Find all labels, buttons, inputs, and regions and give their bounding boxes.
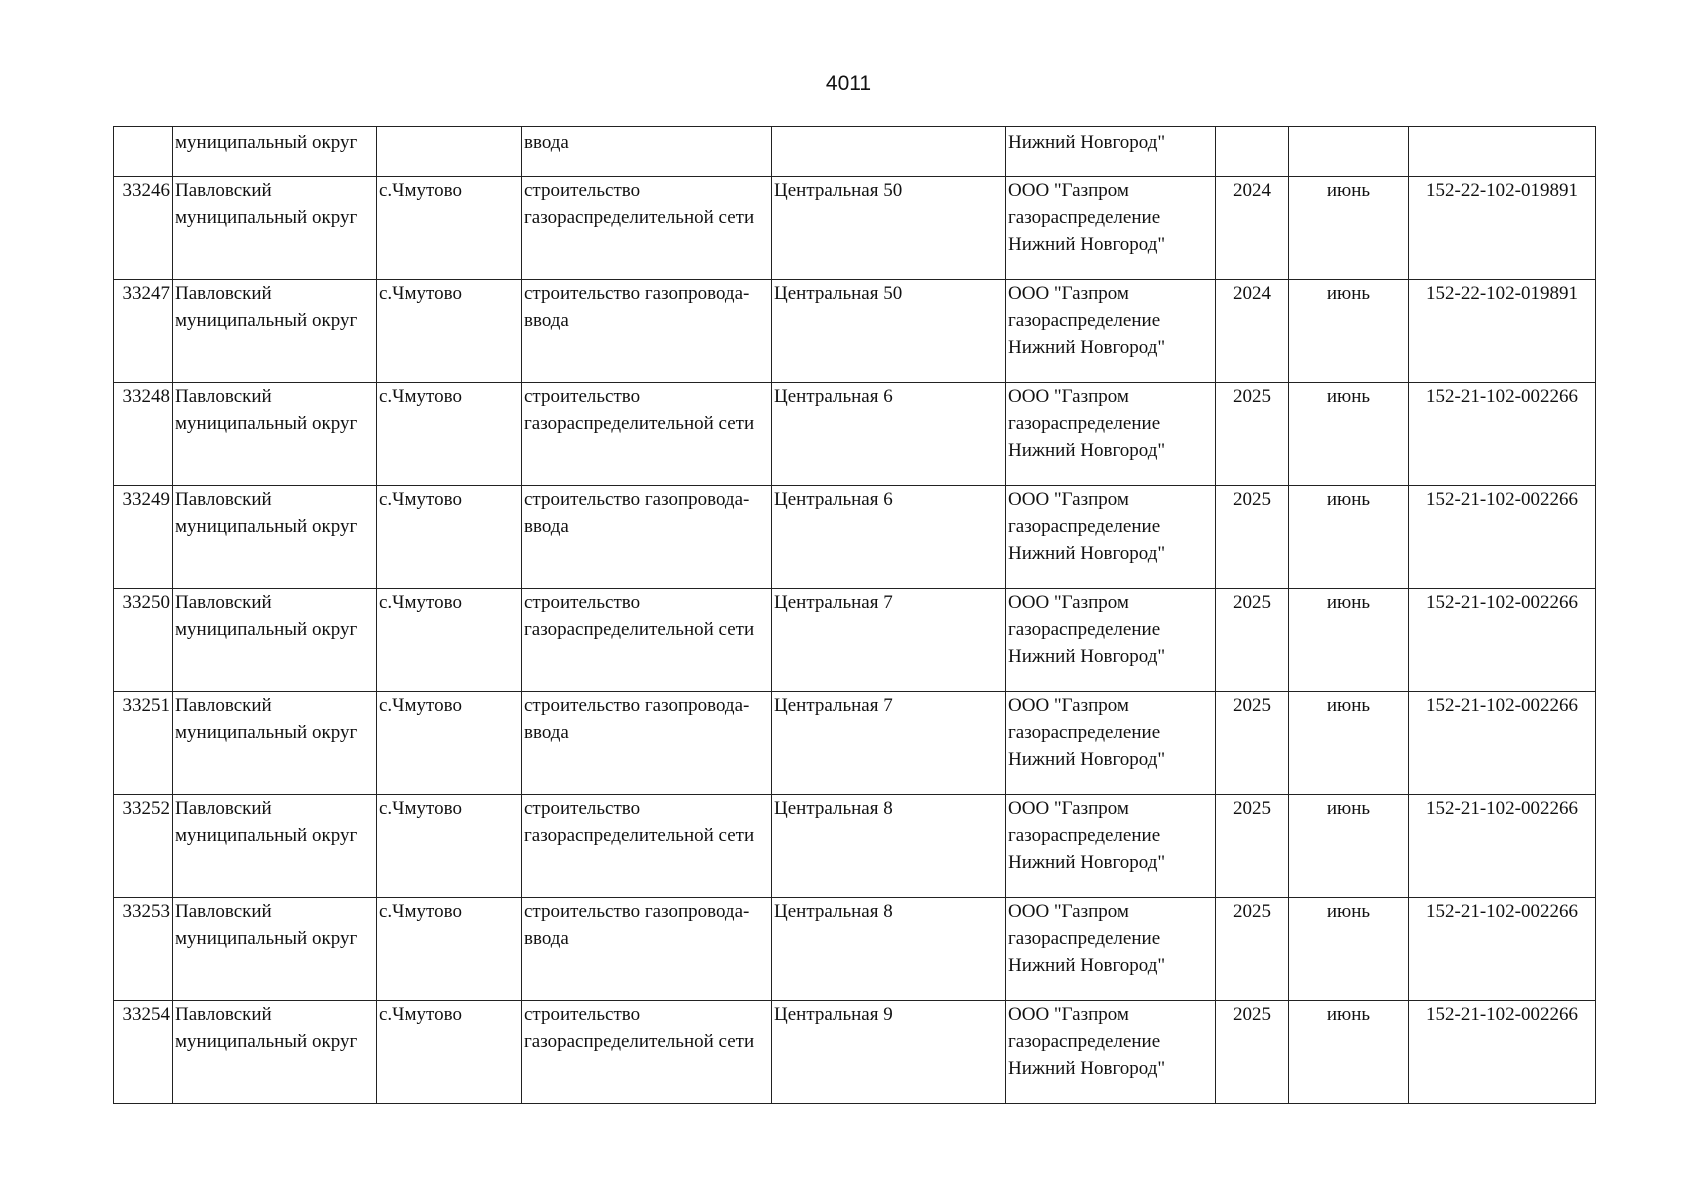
cell-place: с.Чмутово bbox=[377, 280, 522, 383]
cell-code: 152-21-102-002266 bbox=[1409, 589, 1596, 692]
cell-address: Центральная 8 bbox=[772, 898, 1006, 1001]
cell-month: июнь bbox=[1289, 795, 1409, 898]
cell-year: 2025 bbox=[1216, 898, 1289, 1001]
cell-work-type-line: строительство газопровода- bbox=[524, 283, 750, 304]
cell-month: июнь bbox=[1289, 177, 1409, 280]
cell-organization-line: газораспределение bbox=[1008, 207, 1161, 228]
cell-district-line: муниципальный округ bbox=[175, 619, 358, 640]
cell-organization-line: ООО "Газпром bbox=[1008, 489, 1129, 510]
cell-work-type bbox=[522, 692, 772, 795]
cell-district-line: муниципальный округ bbox=[175, 516, 358, 537]
cell-organization-line: ООО "Газпром bbox=[1008, 695, 1129, 716]
cell-organization-line: газораспределение bbox=[1008, 619, 1161, 640]
cell-organization-line: Нижний Новгород" bbox=[1008, 749, 1166, 770]
cell-work-type-line: ввода bbox=[524, 310, 569, 331]
cell-place: с.Чмутово bbox=[377, 589, 522, 692]
cell-code: 152-21-102-002266 bbox=[1409, 486, 1596, 589]
cell-place: с.Чмутово bbox=[377, 898, 522, 1001]
cell-work-type-line: строительство bbox=[524, 798, 641, 819]
cell-organization bbox=[1006, 1001, 1216, 1104]
cell-organization bbox=[1006, 280, 1216, 383]
cell-place: с.Чмутово bbox=[377, 383, 522, 486]
cell-organization-line: Нижний Новгород" bbox=[1008, 440, 1166, 461]
table-row bbox=[114, 1001, 1596, 1104]
table-row bbox=[114, 486, 1596, 589]
cell-work-type bbox=[522, 486, 772, 589]
cell-district bbox=[173, 589, 377, 692]
cell-organization bbox=[1006, 177, 1216, 280]
cell-work-type bbox=[522, 280, 772, 383]
cell-organization bbox=[1006, 486, 1216, 589]
cell-district-line: муниципальный округ bbox=[175, 1031, 358, 1052]
cell-organization-line: ООО "Газпром bbox=[1008, 1004, 1129, 1025]
cell-district bbox=[173, 280, 377, 383]
cell-month bbox=[1289, 127, 1409, 177]
cell-district-line: Павловский bbox=[175, 489, 272, 510]
cell-district bbox=[173, 486, 377, 589]
cell-code: 152-21-102-002266 bbox=[1409, 898, 1596, 1001]
cell-organization-line: газораспределение bbox=[1008, 825, 1161, 846]
cell-month: июнь bbox=[1289, 1001, 1409, 1104]
cell-work-type-line: строительство газопровода- bbox=[524, 901, 750, 922]
cell-organization-line: Нижний Новгород" bbox=[1008, 646, 1166, 667]
cell-work-type bbox=[522, 589, 772, 692]
table-row bbox=[114, 280, 1596, 383]
cell-address: Центральная 50 bbox=[772, 177, 1006, 280]
cell-organization-line: ООО "Газпром bbox=[1008, 283, 1129, 304]
cell-address bbox=[772, 127, 1006, 177]
cell-district-line: Павловский bbox=[175, 283, 272, 304]
cell-organization-line: газораспределение bbox=[1008, 310, 1161, 331]
cell-work-type-line: ввода bbox=[524, 928, 569, 949]
cell-district-line: муниципальный округ bbox=[175, 310, 358, 331]
cell-code: 152-21-102-002266 bbox=[1409, 383, 1596, 486]
cell-organization-line: газораспределение bbox=[1008, 928, 1161, 949]
cell-district-line: муниципальный округ bbox=[175, 207, 358, 228]
cell-district: муниципальный округ bbox=[173, 127, 377, 177]
cell-month: июнь bbox=[1289, 692, 1409, 795]
cell-organization-line: газораспределение bbox=[1008, 413, 1161, 434]
cell-work-type-line: ввода bbox=[524, 516, 569, 537]
cell-organization-line: ООО "Газпром bbox=[1008, 592, 1129, 613]
cell-organization-line: Нижний Новгород" bbox=[1008, 234, 1166, 255]
cell-code: 152-21-102-002266 bbox=[1409, 795, 1596, 898]
table-row bbox=[114, 177, 1596, 280]
cell-year: 2025 bbox=[1216, 692, 1289, 795]
cell-organization-line: ООО "Газпром bbox=[1008, 180, 1129, 201]
cell-organization-line: Нижний Новгород" bbox=[1008, 337, 1166, 358]
cell-year: 2025 bbox=[1216, 383, 1289, 486]
cell-district-line: муниципальный округ bbox=[175, 825, 358, 846]
cell-address: Центральная 9 bbox=[772, 1001, 1006, 1104]
table-row bbox=[114, 692, 1596, 795]
cell-number bbox=[114, 127, 173, 177]
cell-district-line: Павловский bbox=[175, 1004, 272, 1025]
cell-organization-line: газораспределение bbox=[1008, 722, 1161, 743]
table-row bbox=[114, 898, 1596, 1001]
cell-number: 33246 bbox=[114, 177, 173, 280]
cell-number: 33252 bbox=[114, 795, 173, 898]
cell-district-line: Павловский bbox=[175, 180, 272, 201]
cell-work-type-line: строительство газопровода- bbox=[524, 695, 750, 716]
cell-number: 33247 bbox=[114, 280, 173, 383]
cell-district bbox=[173, 1001, 377, 1104]
cell-work-type-line: строительство bbox=[524, 592, 641, 613]
cell-number: 33248 bbox=[114, 383, 173, 486]
registry-table bbox=[113, 126, 1596, 1104]
cell-district-line: Павловский bbox=[175, 798, 272, 819]
cell-number: 33250 bbox=[114, 589, 173, 692]
cell-address: Центральная 7 bbox=[772, 692, 1006, 795]
cell-year: 2025 bbox=[1216, 486, 1289, 589]
cell-district bbox=[173, 692, 377, 795]
cell-address: Центральная 50 bbox=[772, 280, 1006, 383]
cell-place: с.Чмутово bbox=[377, 1001, 522, 1104]
table-body bbox=[114, 127, 1596, 1104]
cell-work-type-line: ввода bbox=[524, 722, 569, 743]
cell-organization bbox=[1006, 898, 1216, 1001]
cell-district bbox=[173, 383, 377, 486]
cell-year: 2025 bbox=[1216, 1001, 1289, 1104]
cell-year: 2025 bbox=[1216, 589, 1289, 692]
cell-district bbox=[173, 898, 377, 1001]
cell-number: 33249 bbox=[114, 486, 173, 589]
cell-organization bbox=[1006, 589, 1216, 692]
cell-code bbox=[1409, 127, 1596, 177]
cell-organization bbox=[1006, 795, 1216, 898]
cell-number: 33251 bbox=[114, 692, 173, 795]
cell-organization-line: ООО "Газпром bbox=[1008, 798, 1129, 819]
table-row bbox=[114, 589, 1596, 692]
cell-work-type-line: газораспределительной сети bbox=[524, 413, 755, 434]
cell-organization bbox=[1006, 692, 1216, 795]
cell-address: Центральная 8 bbox=[772, 795, 1006, 898]
cell-place bbox=[377, 127, 522, 177]
cell-code: 152-22-102-019891 bbox=[1409, 177, 1596, 280]
cell-work-type bbox=[522, 1001, 772, 1104]
table-row-continued bbox=[114, 127, 1596, 177]
cell-number: 33254 bbox=[114, 1001, 173, 1104]
cell-work-type bbox=[522, 383, 772, 486]
cell-work-type-line: газораспределительной сети bbox=[524, 619, 755, 640]
cell-district-line: Павловский bbox=[175, 592, 272, 613]
cell-month: июнь bbox=[1289, 486, 1409, 589]
cell-place: с.Чмутово bbox=[377, 486, 522, 589]
cell-work-type-line: строительство газопровода- bbox=[524, 489, 750, 510]
cell-organization-line: газораспределение bbox=[1008, 1031, 1161, 1052]
cell-place: с.Чмутово bbox=[377, 177, 522, 280]
cell-work-type bbox=[522, 177, 772, 280]
cell-year: 2025 bbox=[1216, 795, 1289, 898]
cell-work-type-line: газораспределительной сети bbox=[524, 825, 755, 846]
cell-organization-line: Нижний Новгород" bbox=[1008, 543, 1166, 564]
cell-month: июнь bbox=[1289, 383, 1409, 486]
cell-code: 152-22-102-019891 bbox=[1409, 280, 1596, 383]
cell-year bbox=[1216, 127, 1289, 177]
cell-month: июнь bbox=[1289, 898, 1409, 1001]
cell-work-type: ввода bbox=[522, 127, 772, 177]
cell-address: Центральная 6 bbox=[772, 486, 1006, 589]
cell-code: 152-21-102-002266 bbox=[1409, 1001, 1596, 1104]
table-row bbox=[114, 795, 1596, 898]
page-number: 4011 bbox=[825, 72, 872, 95]
cell-year: 2024 bbox=[1216, 177, 1289, 280]
cell-place: с.Чмутово bbox=[377, 692, 522, 795]
cell-work-type bbox=[522, 898, 772, 1001]
cell-year: 2024 bbox=[1216, 280, 1289, 383]
cell-organization: Нижний Новгород" bbox=[1006, 127, 1216, 177]
cell-organization-line: ООО "Газпром bbox=[1008, 386, 1129, 407]
cell-month: июнь bbox=[1289, 589, 1409, 692]
cell-organization-line: ООО "Газпром bbox=[1008, 901, 1129, 922]
cell-organization-line: Нижний Новгород" bbox=[1008, 852, 1166, 873]
cell-address: Центральная 7 bbox=[772, 589, 1006, 692]
cell-district bbox=[173, 795, 377, 898]
cell-district-line: Павловский bbox=[175, 901, 272, 922]
cell-organization-line: Нижний Новгород" bbox=[1008, 955, 1166, 976]
cell-work-type-line: газораспределительной сети bbox=[524, 207, 755, 228]
cell-place: с.Чмутово bbox=[377, 795, 522, 898]
cell-work-type-line: строительство bbox=[524, 1004, 641, 1025]
cell-district-line: Павловский bbox=[175, 386, 272, 407]
table-row bbox=[114, 383, 1596, 486]
cell-district-line: Павловский bbox=[175, 695, 272, 716]
cell-work-type-line: строительство bbox=[524, 386, 641, 407]
cell-code: 152-21-102-002266 bbox=[1409, 692, 1596, 795]
cell-district-line: муниципальный округ bbox=[175, 722, 358, 743]
cell-district-line: муниципальный округ bbox=[175, 928, 358, 949]
cell-district bbox=[173, 177, 377, 280]
cell-number: 33253 bbox=[114, 898, 173, 1001]
cell-district-line: муниципальный округ bbox=[175, 413, 358, 434]
cell-organization-line: Нижний Новгород" bbox=[1008, 1058, 1166, 1079]
cell-work-type bbox=[522, 795, 772, 898]
cell-organization-line: газораспределение bbox=[1008, 516, 1161, 537]
cell-month: июнь bbox=[1289, 280, 1409, 383]
cell-work-type-line: газораспределительной сети bbox=[524, 1031, 755, 1052]
cell-address: Центральная 6 bbox=[772, 383, 1006, 486]
cell-work-type-line: строительство bbox=[524, 180, 641, 201]
cell-organization bbox=[1006, 383, 1216, 486]
